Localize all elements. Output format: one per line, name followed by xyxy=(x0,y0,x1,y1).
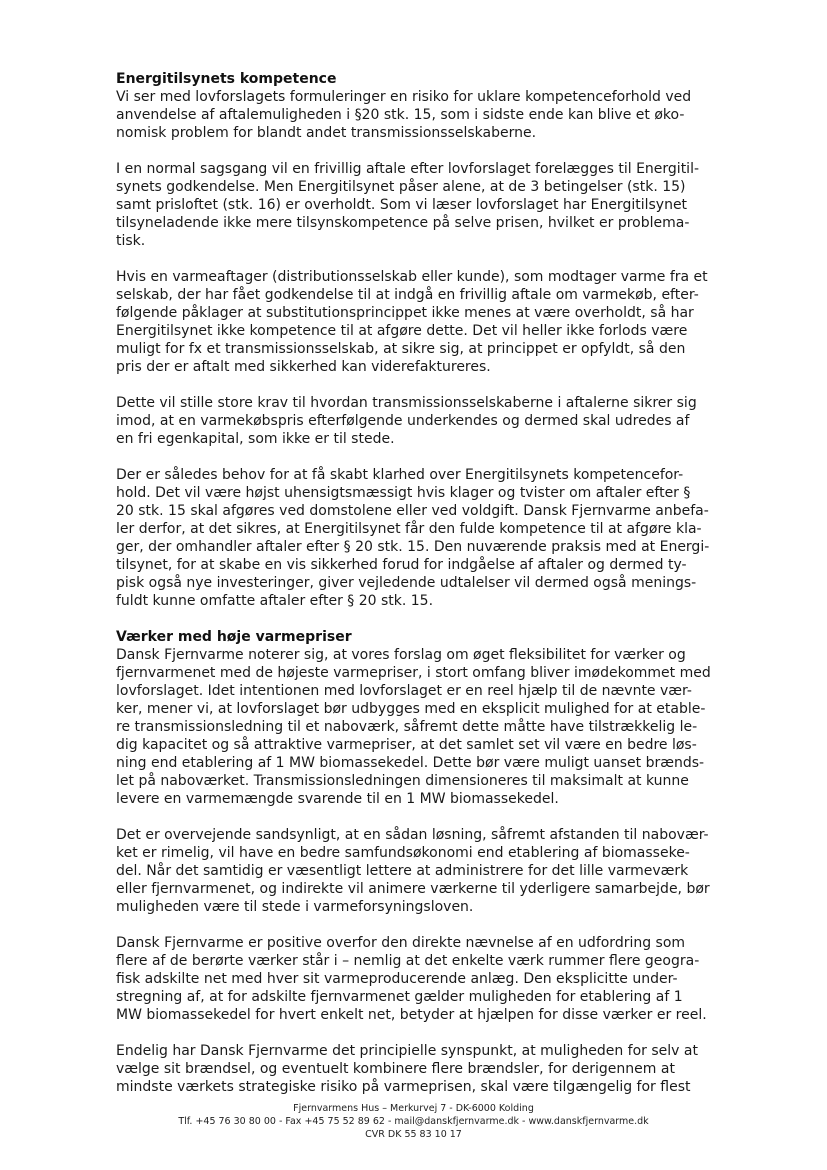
text-line: Hvis en varmeaftager (distributionsselskab eller kunde), som modtager varme fra et xyxy=(116,269,708,285)
text-line: pris der er aftalt med sikkerhed kan viderefaktureres. xyxy=(116,359,491,375)
footer-contact: Tlf. +45 76 30 80 00 - Fax +45 75 52 89 62 - mail@danskfjernvarme.dk - www.danskfjernvarme.dk xyxy=(178,1116,649,1127)
paragraph xyxy=(116,394,716,448)
text-line: Der er således behov for at få skabt klarhed over Energitilsynets kompetencefor- xyxy=(116,467,684,483)
paragraph xyxy=(116,646,716,808)
text-line: Dansk Fjernvarme er positive overfor den direkte nævnelse af en udfordring som xyxy=(116,935,686,951)
text-line: 20 stk. 15 skal afgøres ved domstolene eller ved voldgift. Dansk Fjernvarme anbefa- xyxy=(116,503,709,519)
paragraph xyxy=(116,934,716,1024)
text-line: muligt for fx et transmissionsselskab, at sikre sig, at princippet er opfyldt, så den xyxy=(116,341,686,357)
text-line: anvendelse af aftalemuligheden i §20 stk. 15, som i sidste ende kan blive et øko- xyxy=(116,107,685,123)
paragraph xyxy=(116,88,716,142)
text-line: MW biomassekedel for hvert enkelt net, betyder at hjælpen for disse værker er reel. xyxy=(116,1007,707,1023)
text-line: følgende påklager at substitutionsprincippet ikke menes at være overholdt, så har xyxy=(116,305,694,321)
text-line: pisk også nye investeringer, giver vejledende udtalelser vil dermed også menings- xyxy=(116,575,697,591)
text-line: stregning af, at for adskilte fjernvarmenet gælder muligheden for etablering af 1 xyxy=(116,989,683,1005)
text-line: en fri egenkapital, som ikke er til stede. xyxy=(116,431,395,447)
text-line: tisk. xyxy=(116,233,146,249)
paragraph xyxy=(116,1042,716,1096)
text-line: Dansk Fjernvarme noterer sig, at vores forslag om øget fleksibilitet for værker og xyxy=(116,647,686,663)
text-line: Dette vil stille store krav til hvordan transmissionsselskaberne i aftalerne sikrer sig xyxy=(116,395,697,411)
text-line: dig kapacitet og så attraktive varmepriser, at det samlet set vil være en bedre løs- xyxy=(116,737,697,753)
text-line: mindste værkets strategiske risiko på varmeprisen, skal være tilgængelig for flest xyxy=(116,1079,691,1095)
text-line: I en normal sagsgang vil en frivillig aftale efter lovforslaget forelægges til Energitil- xyxy=(116,161,700,177)
footer-cvr: CVR DK 55 83 10 17 xyxy=(365,1129,462,1140)
text-line: hold. Det vil være højst uhensigtsmæssigt hvis klager og tvister om aftaler efter § xyxy=(116,485,691,501)
text-line: flere af de berørte værker står i – nemlig at det enkelte værk rummer flere geogra- xyxy=(116,953,700,969)
text-line: ker, mener vi, at lovforslaget bør udbygges med en eksplicit mulighed for at etable- xyxy=(116,701,706,717)
paragraph xyxy=(116,160,716,250)
text-line: vælge sit brændsel, og eventuelt kombinere flere brændsler, for derigennem at xyxy=(116,1061,675,1077)
text-line: fuldt kunne omfatte aftaler efter § 20 stk. 15. xyxy=(116,593,434,609)
text-line: tilsynet, for at skabe en vis sikkerhed forud for indgåelse af aftaler og dermed ty- xyxy=(116,557,687,573)
text-line: tilsyneladende ikke mere tilsynskompetence på selve prisen, hvilket er problema- xyxy=(116,215,690,231)
paragraph xyxy=(116,826,716,916)
text-line: imod, at en varmekøbspris efterfølgende underkendes og dermed skal udredes af xyxy=(116,413,690,429)
text-line: eller fjernvarmenet, og indirekte vil animere værkerne til yderligere samarbejde, bør xyxy=(116,881,710,897)
section-heading: Værker med høje varmepriser xyxy=(116,629,352,645)
text-line: Vi ser med lovforslagets formuleringer en risiko for uklare kompetenceforhold ved xyxy=(116,89,692,105)
text-line: levere en varmemængde svarende til en 1 MW biomassekedel. xyxy=(116,791,559,807)
text-line: Endelig har Dansk Fjernvarme det principielle synspunkt, at muligheden for selv at xyxy=(116,1043,698,1059)
text-line: selskab, der har fået godkendelse til at indgå en frivillig aftale om varmekøb, efter- xyxy=(116,287,699,303)
text-line: re transmissionsledning til et naboværk, såfremt dette måtte have tilstrækkelig le- xyxy=(116,719,698,735)
document-body xyxy=(116,70,716,1114)
paragraph xyxy=(116,268,716,376)
text-line: ket er rimelig, vil have en bedre samfundsøkonomi end etablering af biomasseke- xyxy=(116,845,690,861)
page-footer xyxy=(0,1102,827,1141)
text-line: fisk adskilte net med hver sit varmeproducerende anlæg. Den eksplicitte under- xyxy=(116,971,678,987)
text-line: ger, der omhandler aftaler efter § 20 stk. 15. Den nuværende praksis med at Energi- xyxy=(116,539,710,555)
section-vaerker-med-hoeje-varmepriser xyxy=(116,628,716,1096)
text-line: nomisk problem for blandt andet transmissionsselskaberne. xyxy=(116,125,537,141)
paragraph xyxy=(116,466,716,610)
section-energitilsynets-kompetence xyxy=(116,70,716,610)
text-line: lovforslaget. Idet intentionen med lovforslaget er en reel hjælp til de nævnte vær- xyxy=(116,683,692,699)
text-line: ning end etablering af 1 MW biomassekedel. Dette bør være muligt uanset brænds- xyxy=(116,755,705,771)
section-heading: Energitilsynets kompetence xyxy=(116,71,337,87)
text-line: Det er overvejende sandsynligt, at en sådan løsning, såfremt afstanden til nabovær- xyxy=(116,827,709,843)
text-line: Energitilsynet ikke kompetence til at afgøre dette. Det vil heller ikke forlods være xyxy=(116,323,688,339)
text-line: samt prisloftet (stk. 16) er overholdt. Som vi læser lovforslaget har Energitilsynet xyxy=(116,197,688,213)
footer-address: Fjernvarmens Hus – Merkurvej 7 - DK-6000 Kolding xyxy=(293,1103,534,1114)
text-line: muligheden være til stede i varmeforsyningsloven. xyxy=(116,899,474,915)
text-line: ler derfor, at det sikres, at Energitilsynet får den fulde kompetence til at afgøre kla- xyxy=(116,521,702,537)
text-line: synets godkendelse. Men Energitilsynet påser alene, at de 3 betingelser (stk. 15) xyxy=(116,179,686,195)
text-line: fjernvarmenet med de højeste varmepriser, i stort omfang bliver imødekommet med xyxy=(116,665,711,681)
text-line: let på naboværket. Transmissionsledningen dimensioneres til maksimalt at kunne xyxy=(116,773,689,789)
text-line: del. Når det samtidig er væsentligt lettere at administrere for det lille varmeværk xyxy=(116,863,689,879)
